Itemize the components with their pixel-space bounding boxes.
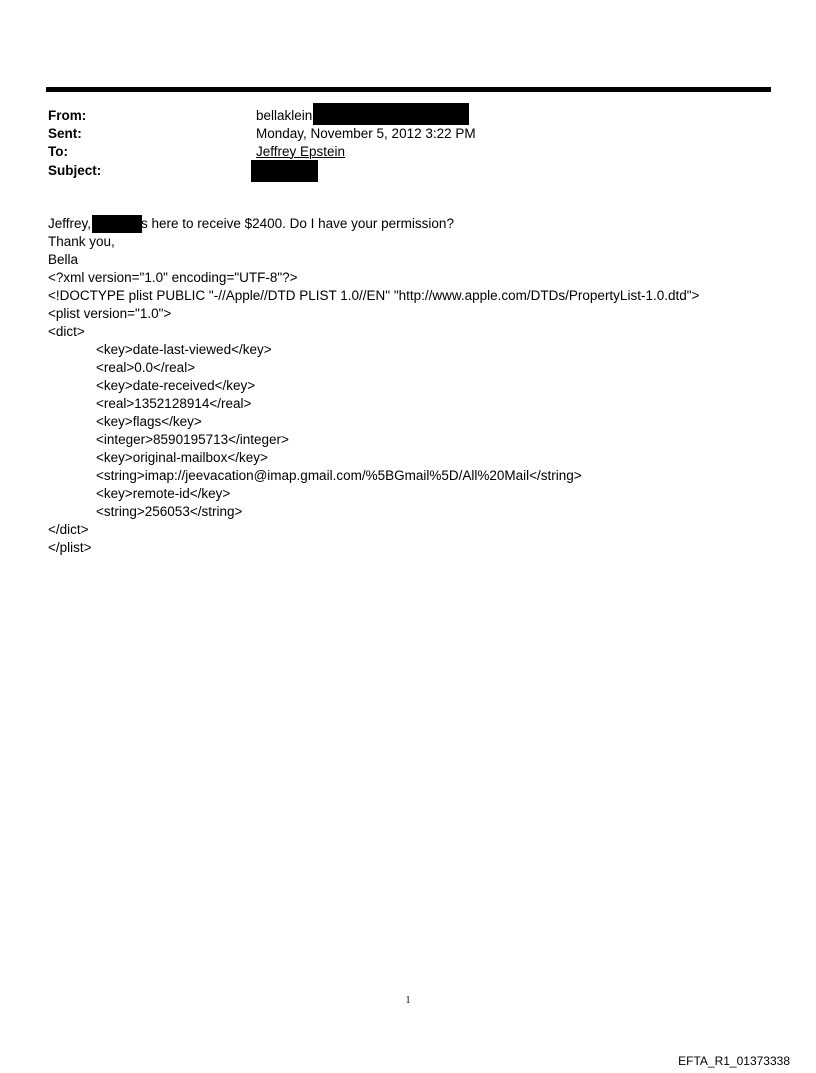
- sent-label: Sent:: [48, 126, 82, 141]
- xml-entry-line: <string>256053</string>: [96, 504, 243, 519]
- from-label: From:: [48, 108, 87, 123]
- message-body: [48, 215, 768, 557]
- to-row: [48, 143, 748, 161]
- xml-entry-line: <key>remote-id</key>: [96, 486, 231, 501]
- to-label: To:: [48, 144, 68, 159]
- xml-declaration-line: <?xml version="1.0" encoding="UTF-8"?>: [48, 270, 298, 285]
- xml-entry-line: <key>date-received</key>: [96, 378, 256, 393]
- xml-entry-line: <key>date-last-viewed</key>: [96, 342, 272, 357]
- dict-close-line: </dict>: [48, 522, 89, 537]
- from-redaction-box: [313, 103, 469, 125]
- greeting-suffix: is here to receive $2400. Do I have your permission?: [138, 216, 454, 231]
- bates-number: EFTA_R1_01373338: [678, 1054, 790, 1068]
- signature-line: Bella: [48, 252, 79, 267]
- plist-close-line: </plist>: [48, 540, 92, 555]
- xml-entry-line: <real>1352128914</real>: [96, 396, 252, 411]
- subject-redaction-box: [251, 160, 318, 182]
- greeting-line: [48, 215, 768, 233]
- closing-line: Thank you,: [48, 234, 115, 249]
- sent-row: [48, 125, 748, 143]
- doctype-line: <!DOCTYPE plist PUBLIC "-//Apple//DTD PLIST 1.0//EN" "http://www.apple.com/DTDs/PropertyList-1.0.dtd">: [48, 288, 700, 303]
- xml-entry-line: <real>0.0</real>: [96, 360, 196, 375]
- greeting-prefix: Jeffrey,: [48, 216, 92, 231]
- from-row: [48, 107, 748, 125]
- body-redaction-box: [92, 215, 142, 233]
- xml-entry-line: <key>flags</key>: [96, 414, 202, 429]
- plist-open-line: <plist version="1.0">: [48, 306, 172, 321]
- xml-entry-line: <integer>8590195713</integer>: [96, 432, 289, 447]
- from-value: [256, 107, 469, 125]
- to-value: Jeffrey Epstein: [256, 144, 346, 159]
- dict-open-line: <dict>: [48, 324, 85, 339]
- subject-label: Subject:: [48, 163, 102, 178]
- header-rule: [46, 87, 771, 92]
- subject-row: [48, 162, 748, 180]
- xml-entry-line: <key>original-mailbox</key>: [96, 450, 268, 465]
- from-name: bellaklein: [256, 108, 313, 123]
- sent-value: Monday, November 5, 2012 3:22 PM: [256, 126, 476, 141]
- xml-entry-line: <string>imap://jeevacation@imap.gmail.com/%5BGmail%5D/All%20Mail</string>: [96, 468, 582, 483]
- page-number: 1: [405, 995, 411, 1006]
